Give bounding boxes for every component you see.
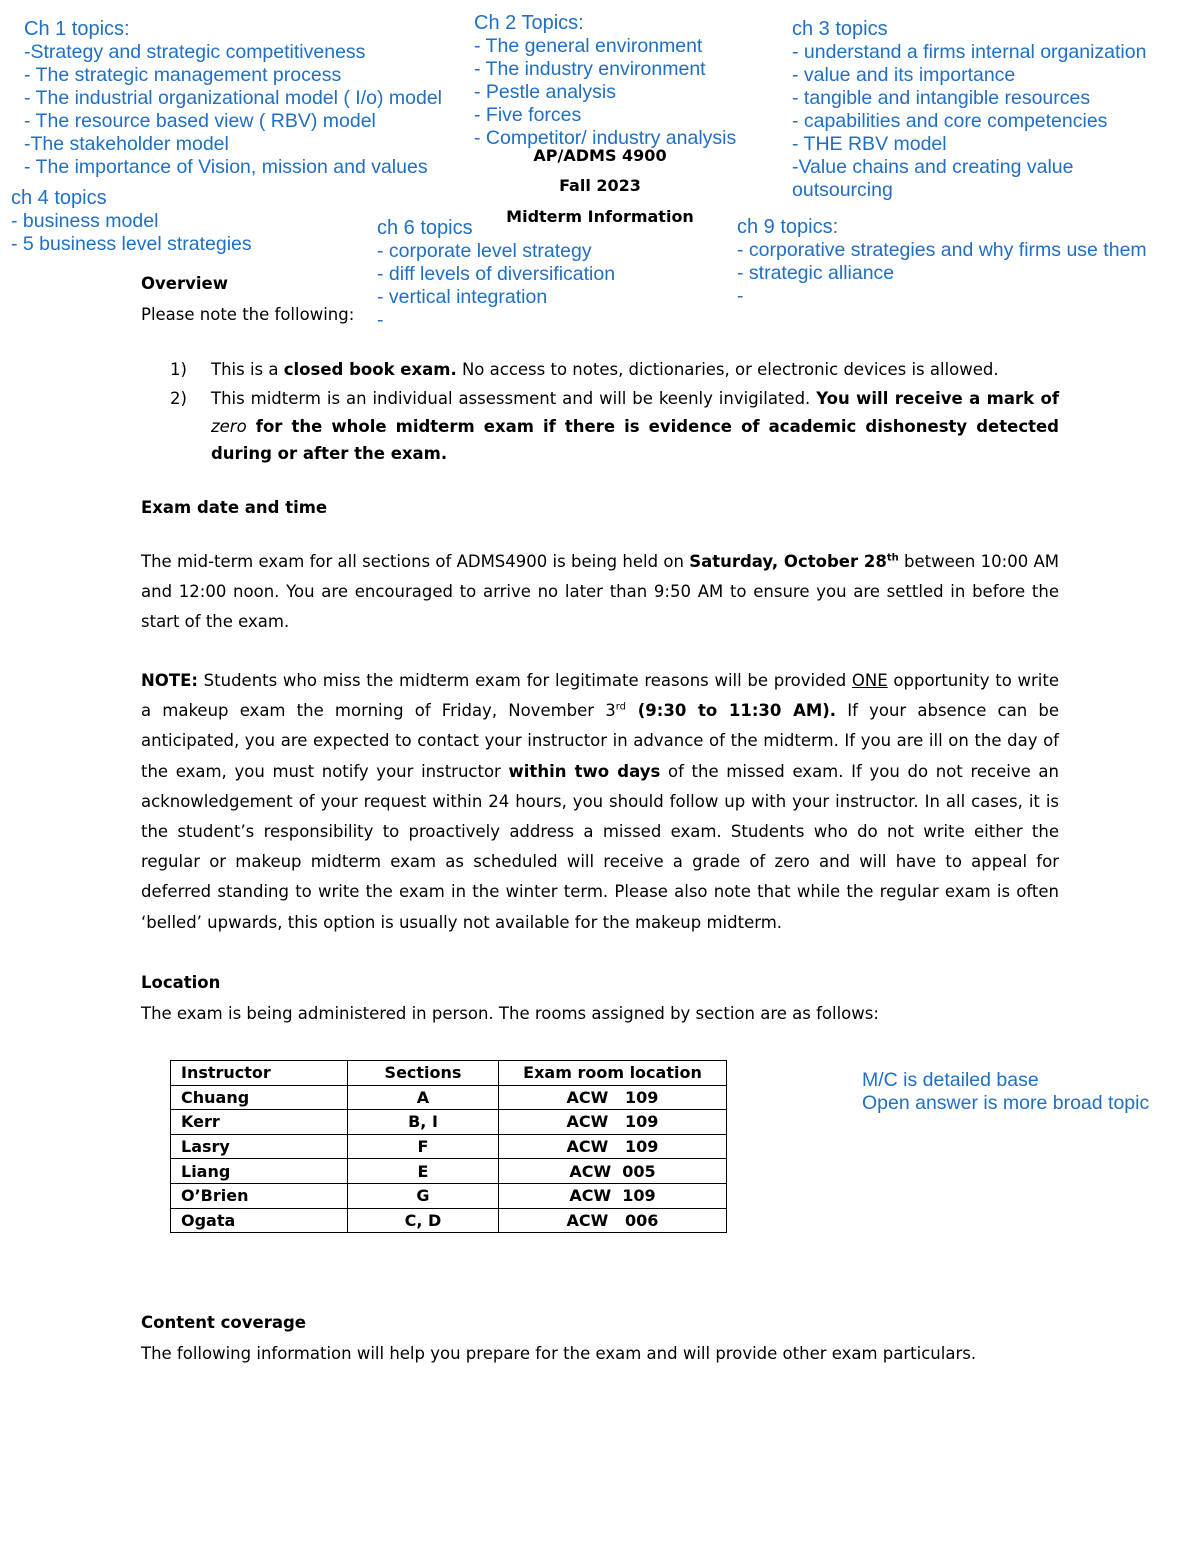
annotation-mc-note bbox=[862, 1069, 1149, 1115]
room-cell: ACW 109 bbox=[499, 1134, 727, 1159]
annotation-title: Ch 1 topics: bbox=[24, 18, 130, 40]
annotation-item: - Five forces bbox=[474, 104, 582, 126]
table-row bbox=[171, 1183, 727, 1208]
annotation-item: - strategic alliance bbox=[737, 262, 895, 284]
column-header: Exam room location bbox=[499, 1061, 727, 1086]
annotation-item: - The resource based view ( RBV) model bbox=[24, 110, 376, 132]
list-number: 1) bbox=[170, 360, 187, 379]
annotation-item: - Competitor/ industry analysis bbox=[474, 127, 737, 149]
annotation-item: - 5 business level strategies bbox=[11, 233, 252, 255]
room-cell: ACW 005 bbox=[499, 1159, 727, 1184]
annotation-item: - value and its importance bbox=[792, 64, 1016, 86]
annotation-item: - bbox=[737, 285, 744, 307]
annotation-item: - Pestle analysis bbox=[474, 81, 616, 103]
room-cell: ACW 109 bbox=[499, 1085, 727, 1110]
sections-cell: G bbox=[348, 1183, 499, 1208]
table-row bbox=[171, 1134, 727, 1159]
overview-intro: Please note the following: bbox=[141, 305, 355, 324]
table-row bbox=[171, 1110, 727, 1135]
instructor-cell: Liang bbox=[171, 1159, 348, 1184]
annotation-item: - vertical integration bbox=[377, 286, 548, 308]
annotation-title: ch 4 topics bbox=[11, 187, 107, 209]
annotation-item: - tangible and intangible resources bbox=[792, 87, 1091, 109]
instructor-cell: Ogata bbox=[171, 1208, 348, 1233]
instructor-cell: O’Brien bbox=[171, 1183, 348, 1208]
page-title: Midterm Information bbox=[506, 207, 694, 226]
list-text: This is a closed book exam. No access to notes, dictionaries, or electronic devices is allowed. bbox=[211, 360, 999, 379]
annotation-item: - The industry environment bbox=[474, 58, 706, 80]
annotation-item: - corporate level strategy bbox=[377, 240, 592, 262]
annotation-ch2 bbox=[474, 12, 736, 150]
room-table bbox=[170, 1060, 727, 1233]
instructor-cell: Chuang bbox=[171, 1085, 348, 1110]
list-number: 2) bbox=[170, 389, 187, 408]
location-heading: Location bbox=[141, 973, 221, 992]
column-header: Sections bbox=[348, 1061, 499, 1086]
annotation-item: - The general environment bbox=[474, 35, 703, 57]
room-cell: ACW 006 bbox=[499, 1208, 727, 1233]
annotation-item: - THE RBV model bbox=[792, 133, 947, 155]
course-code: AP/ADMS 4900 bbox=[533, 146, 667, 165]
annotation-item: - diff levels of diversification bbox=[377, 263, 616, 285]
annotation-item: - capabilities and core competencies bbox=[792, 110, 1108, 132]
sections-cell: C, D bbox=[348, 1208, 499, 1233]
annotation-item: outsourcing bbox=[792, 179, 893, 201]
content-heading: Content coverage bbox=[141, 1313, 306, 1332]
annotation-title: Ch 2 Topics: bbox=[474, 12, 584, 34]
column-header: Instructor bbox=[171, 1061, 348, 1086]
sections-cell: E bbox=[348, 1159, 499, 1184]
annotation-item: Open answer is more broad topic bbox=[862, 1092, 1150, 1114]
annotation-item: - business model bbox=[11, 210, 159, 232]
annotation-item: -Strategy and strategic competitiveness bbox=[24, 41, 366, 63]
annotation-ch6 bbox=[377, 217, 615, 332]
location-text: The exam is being administered in person. The rooms assigned by section are as follows: bbox=[141, 1004, 879, 1023]
term: Fall 2023 bbox=[559, 176, 641, 195]
overview-heading: Overview bbox=[141, 274, 228, 293]
annotation-item: - understand a firms internal organization bbox=[792, 41, 1147, 63]
table-row bbox=[171, 1159, 727, 1184]
annotation-title: ch 6 topics bbox=[377, 217, 473, 239]
makeup-note-paragraph: NOTE: Students who miss the midterm exam for legitimate reasons will be provided ONE opportunity to write a makeup exam the morning of Friday, November 3rd (9:30 to 11:30 AM). If your absence can be anticipated, you are expected to contact your instructor in advance of the midterm. If you are ill on the day of the exam, you must notify your instructor within two days of the missed exam. If you do not receive an acknowledgement of your request within 24 hours, you should follow up with your instructor. In all cases, it is the student’s responsibility to proactively address a missed exam. Students who do not write either the regular or makeup midterm exam as scheduled will receive a grade of zero and will have to appeal for deferred standing to write the exam in the winter term. Please also note that while the regular exam is often ‘belled’ upwards, this option is usually not available for the makeup midterm. bbox=[141, 671, 1059, 932]
list-text: This midterm is an individual assessment and will be keenly invigilated. You will receive a mark of zero for the whole midterm exam if there is evidence of academic dishonesty detected during or after the exam. bbox=[211, 389, 1060, 463]
content-text: The following information will help you prepare for the exam and will provide other exam particulars. bbox=[141, 1344, 977, 1363]
table-row bbox=[171, 1208, 727, 1233]
sections-cell: F bbox=[348, 1134, 499, 1159]
room-cell: ACW 109 bbox=[499, 1183, 727, 1208]
annotation-title: ch 9 topics: bbox=[737, 216, 839, 238]
annotation-item: -Value chains and creating value bbox=[792, 156, 1074, 178]
annotation-ch3 bbox=[792, 18, 1146, 202]
annotation-title: ch 3 topics bbox=[792, 18, 888, 40]
annotation-item: - bbox=[377, 309, 384, 331]
annotation-item: - corporative strategies and why firms use them bbox=[737, 239, 1147, 261]
table-row bbox=[171, 1085, 727, 1110]
instructor-cell: Lasry bbox=[171, 1134, 348, 1159]
annotation-item: - The strategic management process bbox=[24, 64, 342, 86]
annotation-item: - The importance of Vision, mission and values bbox=[24, 156, 428, 178]
annotation-ch4 bbox=[11, 187, 252, 256]
exam-date-heading: Exam date and time bbox=[141, 498, 328, 517]
sections-cell: B, I bbox=[348, 1110, 499, 1135]
annotation-item: - The industrial organizational model ( I/o) model bbox=[24, 87, 443, 109]
annotation-ch1 bbox=[24, 18, 442, 179]
annotation-ch9 bbox=[737, 216, 1147, 308]
table-header-row bbox=[171, 1061, 727, 1086]
sections-cell: A bbox=[348, 1085, 499, 1110]
instructor-cell: Kerr bbox=[171, 1110, 348, 1135]
exam-date-paragraph: The mid-term exam for all sections of ADMS4900 is being held on Saturday, October 28th between 10:00 AM and 12:00 noon. You are encouraged to arrive no later than 9:50 AM to ensure you are settled in before the start of the exam. bbox=[141, 552, 1059, 632]
room-cell: ACW 109 bbox=[499, 1110, 727, 1135]
annotation-item: -The stakeholder model bbox=[24, 133, 229, 155]
annotation-item: M/C is detailed base bbox=[862, 1069, 1039, 1091]
